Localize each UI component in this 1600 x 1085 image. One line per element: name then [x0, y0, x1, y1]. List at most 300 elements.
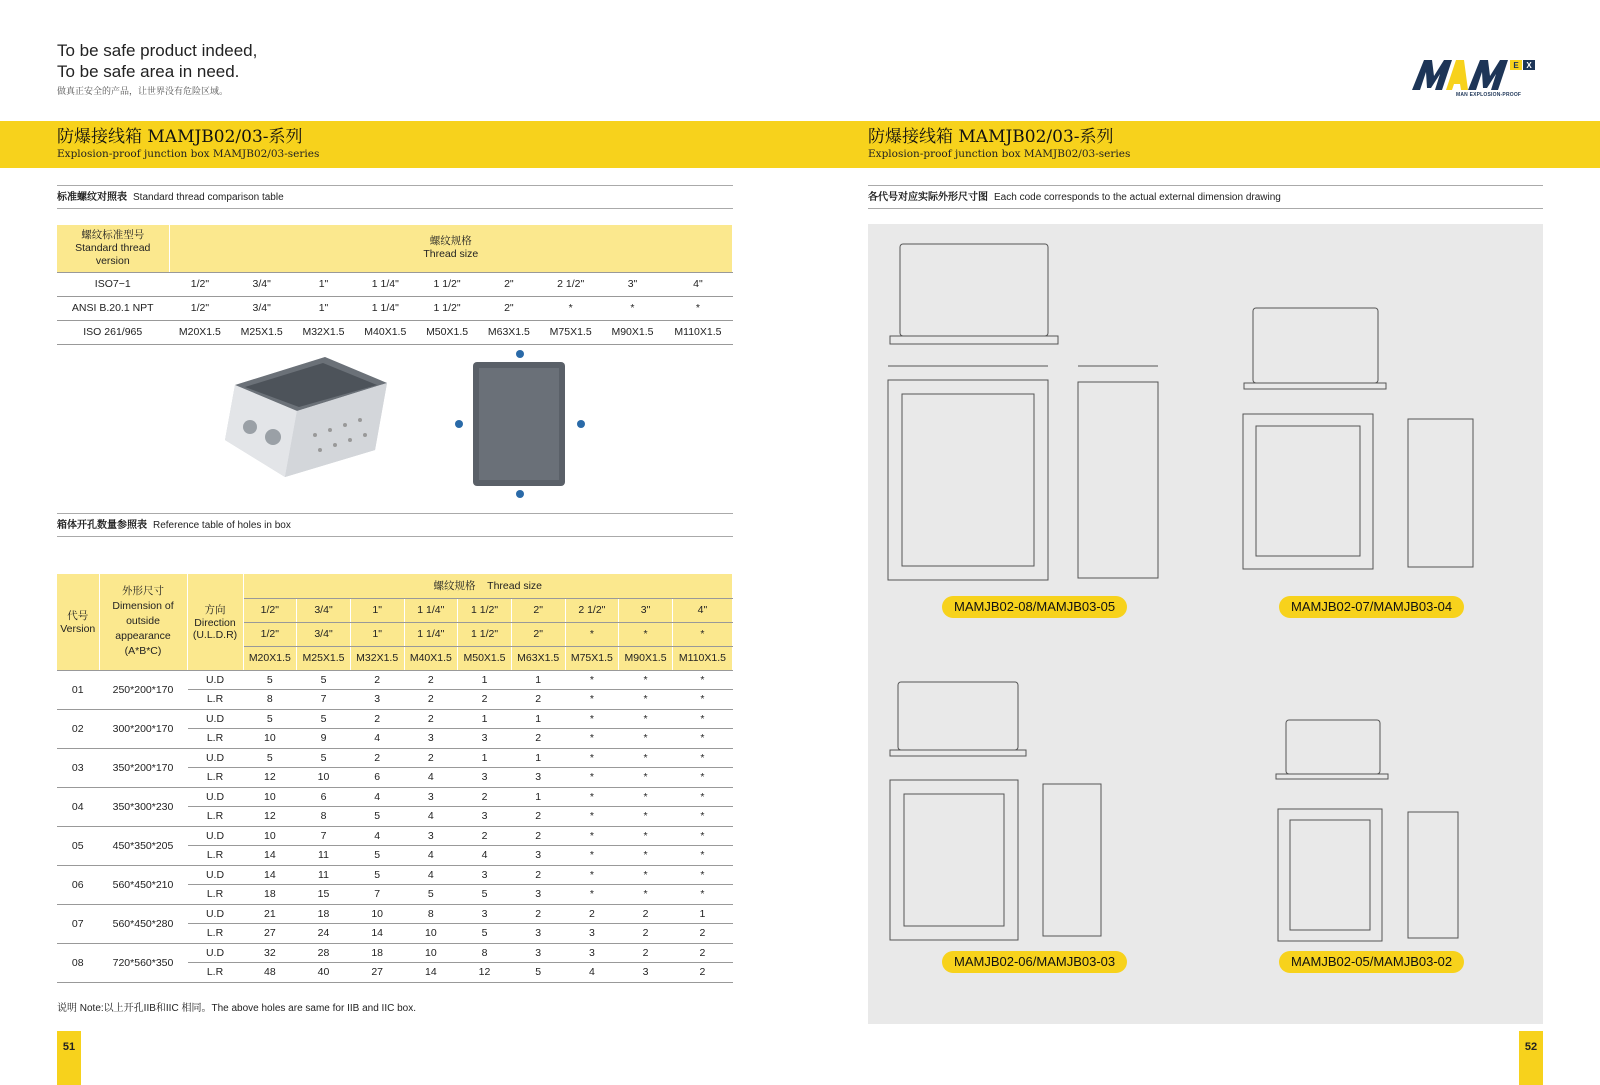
holes-cell: 10 — [243, 729, 297, 749]
holes-cell: 5 — [404, 885, 458, 905]
holes-cell: * — [619, 787, 673, 807]
holes-cell: * — [672, 787, 732, 807]
holes-cell: 24 — [297, 924, 351, 944]
drawing2-top-view — [1253, 308, 1378, 383]
holes-code: 06 — [57, 865, 99, 904]
holes-cell: 5 — [511, 963, 565, 983]
section-drawings-cn: 各代号对应实际外形尺寸图 — [868, 192, 988, 203]
holes-cell: 3 — [458, 729, 512, 749]
holes-dir-ud: U.D — [187, 826, 243, 846]
page-number-left: 51 — [57, 1031, 81, 1085]
holes-cell: 5 — [350, 846, 404, 866]
holes-code: 07 — [57, 904, 99, 943]
holes-dir-ud: U.D — [187, 748, 243, 768]
drawing2-base — [1244, 383, 1386, 389]
holes-thread-size-cell: M75X1.5 — [565, 646, 619, 670]
drawing3-top-view — [898, 682, 1018, 750]
thread-cell: 4" — [663, 272, 732, 296]
holes-dir-lr: L.R — [187, 690, 243, 710]
holes-thread-size-cell: M40X1.5 — [404, 646, 458, 670]
holes-dir-ud: U.D — [187, 943, 243, 963]
holes-dir-ud: U.D — [187, 865, 243, 885]
holes-cell: 2 — [511, 807, 565, 827]
mam-logo — [1412, 58, 1542, 96]
logo-sub: MAN EXPLOSION-PROOF — [1456, 92, 1522, 98]
holes-cell: * — [565, 748, 619, 768]
holes-cell: 2 — [404, 709, 458, 729]
holes-cell: 12 — [458, 963, 512, 983]
holes-cell: 2 — [458, 826, 512, 846]
holes-cell: 2 — [350, 748, 404, 768]
holes-cell: 2 — [350, 709, 404, 729]
thread-cell: M90X1.5 — [602, 320, 664, 344]
holes-code: 02 — [57, 709, 99, 748]
thread-cell: 2" — [478, 272, 540, 296]
tagline-line2: To be safe area in need. — [57, 62, 240, 81]
holes-cell: 1 — [458, 709, 512, 729]
holes-dim-cn: 外形尺寸 — [122, 585, 164, 598]
holes-cell: 3 — [511, 846, 565, 866]
tagline-cn: 做真正安全的产品，让世界没有危险区域。 — [57, 86, 229, 96]
section-drawings-en: Each code corresponds to the actual external dimension drawing — [994, 192, 1281, 203]
holes-cell: 2 — [565, 904, 619, 924]
holes-cell: 14 — [243, 846, 297, 866]
holes-cell: 8 — [404, 904, 458, 924]
section-thread-heading — [57, 185, 733, 209]
drawing1-top-view — [900, 244, 1048, 336]
holes-code-cn: 代号 — [67, 610, 89, 623]
holes-cell: 14 — [404, 963, 458, 983]
holes-dim: 350*200*170 — [99, 748, 187, 787]
holes-row-ud — [57, 709, 733, 729]
holes-cell: 10 — [297, 768, 351, 788]
thread-cell: 3/4" — [231, 296, 293, 320]
holes-cell: 3 — [458, 768, 512, 788]
holes-cell: 2 — [619, 904, 673, 924]
holes-dir-lr: L.R — [187, 963, 243, 983]
holes-thread-size-cell: 2 1/2" — [565, 598, 619, 622]
holes-thread-size-cell: * — [619, 622, 673, 646]
holes-cell: * — [619, 865, 673, 885]
logo-badge-e: E — [1513, 61, 1519, 70]
holes-cell: 5 — [458, 924, 512, 944]
holes-code: 03 — [57, 748, 99, 787]
holes-thread-header — [243, 574, 733, 598]
holes-cell: 2 — [404, 690, 458, 710]
holes-code-en: Version — [60, 623, 96, 636]
left-title-cn: 防爆接线箱 MAMJB02/03-系列 — [57, 127, 303, 147]
drawing2-side — [1408, 419, 1473, 567]
holes-row-ud — [57, 826, 733, 846]
thread-cell: 2" — [478, 296, 540, 320]
holes-cell: 5 — [350, 865, 404, 885]
holes-thread-size-cell: 3/4" — [297, 622, 351, 646]
holes-dim-unit: (A*B*C) — [124, 645, 162, 658]
holes-thread-size-cell: * — [672, 622, 732, 646]
holes-cell: 11 — [297, 865, 351, 885]
holes-cell: 1 — [672, 904, 732, 924]
thread-cell: 1/2" — [169, 296, 231, 320]
holes-cell: * — [672, 807, 732, 827]
thread-cell: * — [663, 296, 732, 320]
holes-table — [57, 574, 733, 983]
holes-dir-ud: U.D — [187, 670, 243, 690]
thread-cell: 1 1/2" — [416, 296, 478, 320]
holes-dir-lr: L.R — [187, 924, 243, 944]
holes-thread-size-cell: M20X1.5 — [243, 646, 297, 670]
holes-cell: * — [565, 709, 619, 729]
holes-dim: 560*450*210 — [99, 865, 187, 904]
holes-cell: 2 — [511, 904, 565, 924]
holes-cell: 4 — [350, 826, 404, 846]
holes-cell: * — [672, 709, 732, 729]
holes-cell: * — [619, 748, 673, 768]
holes-code: 04 — [57, 787, 99, 826]
holes-dir-lr: L.R — [187, 846, 243, 866]
label-mamjb02-06: MAMJB02-06/MAMJB03-03 — [942, 951, 1127, 973]
drawing2-front — [1243, 414, 1373, 569]
thread-cell: 1" — [293, 272, 355, 296]
holes-cell: 3 — [404, 787, 458, 807]
holes-cell: 5 — [243, 670, 297, 690]
holes-cell: 3 — [619, 963, 673, 983]
right-title-cn: 防爆接线箱 MAMJB02/03-系列 — [868, 127, 1114, 147]
holes-dir-cn: 方向 — [204, 604, 226, 617]
holes-cell: 10 — [404, 924, 458, 944]
holes-cell: 2 — [511, 729, 565, 749]
holes-dir-ud: U.D — [187, 709, 243, 729]
holes-thread-size-cell: 4" — [672, 598, 732, 622]
holes-cell: * — [619, 690, 673, 710]
drawing3-side — [1043, 784, 1101, 936]
junction-box-closed-photo — [455, 350, 585, 505]
thread-cell: 1 1/2" — [416, 272, 478, 296]
section-holes-cn: 箱体开孔数量参照表 — [57, 520, 147, 531]
holes-cell: * — [565, 690, 619, 710]
holes-cell: 2 — [672, 963, 732, 983]
thread-table-body — [57, 272, 733, 344]
holes-cell: 7 — [297, 826, 351, 846]
holes-cell: 2 — [458, 690, 512, 710]
thread-cell: 3/4" — [231, 272, 293, 296]
holes-row-ud — [57, 748, 733, 768]
thread-cell: M63X1.5 — [478, 320, 540, 344]
holes-cell: 18 — [243, 885, 297, 905]
holes-cell: 8 — [243, 690, 297, 710]
holes-code: 01 — [57, 670, 99, 709]
holes-cell: * — [565, 729, 619, 749]
thread-cell: M50X1.5 — [416, 320, 478, 344]
section-thread-en: Standard thread comparison table — [133, 192, 284, 203]
holes-cell: 3 — [458, 904, 512, 924]
drawing4-front — [1278, 809, 1382, 941]
thread-cell: M110X1.5 — [663, 320, 732, 344]
drawing4-top-view — [1286, 720, 1380, 774]
holes-cell: 2 — [672, 924, 732, 944]
holes-thread-size-cell: 2" — [511, 622, 565, 646]
holes-cell: 3 — [458, 807, 512, 827]
thread-row — [57, 320, 733, 344]
holes-cell: 27 — [243, 924, 297, 944]
thread-row — [57, 296, 733, 320]
holes-thread-size-cell: 1 1/2" — [458, 622, 512, 646]
thread-col1-cn: 螺纹标准型号 — [81, 228, 145, 241]
dimension-drawings-area — [868, 224, 1543, 1024]
holes-row-ud — [57, 670, 733, 690]
dimension-drawings-svg — [868, 224, 1543, 1024]
thread-cell: M32X1.5 — [293, 320, 355, 344]
holes-cell: 32 — [243, 943, 297, 963]
holes-cell: 15 — [297, 885, 351, 905]
holes-cell: 28 — [297, 943, 351, 963]
holes-cell: * — [565, 670, 619, 690]
holes-thread-cn: 螺纹规格 — [433, 580, 476, 593]
holes-thread-en: Thread size — [487, 580, 543, 593]
holes-cell: 4 — [404, 807, 458, 827]
holes-dim: 250*200*170 — [99, 670, 187, 709]
holes-dir-header — [187, 574, 243, 670]
holes-thread-size-cell: 3" — [619, 598, 673, 622]
holes-cell: * — [565, 865, 619, 885]
holes-row-ud — [57, 865, 733, 885]
holes-cell: 3 — [511, 885, 565, 905]
holes-cell: 1 — [511, 787, 565, 807]
holes-dir-lr: L.R — [187, 807, 243, 827]
section-holes-heading — [57, 513, 733, 537]
holes-cell: * — [672, 865, 732, 885]
holes-cell: * — [565, 846, 619, 866]
holes-dim: 450*350*205 — [99, 826, 187, 865]
holes-thread-size-cell: 1/2" — [243, 598, 297, 622]
holes-thread-size-cell: 1" — [350, 622, 404, 646]
holes-cell: * — [619, 709, 673, 729]
holes-cell: 3 — [511, 924, 565, 944]
holes-cell: 2 — [350, 670, 404, 690]
holes-cell: 3 — [511, 768, 565, 788]
holes-cell: 1 — [511, 670, 565, 690]
thread-cell: 1 1/4" — [354, 272, 416, 296]
holes-cell: 3 — [458, 865, 512, 885]
holes-cell: 10 — [243, 826, 297, 846]
junction-box-open-photo — [215, 355, 395, 485]
mam-logo-icon — [1412, 58, 1542, 92]
thread-cell: * — [540, 296, 602, 320]
thread-row-label: ANSI B.20.1 NPT — [57, 296, 169, 320]
holes-cell: 7 — [350, 885, 404, 905]
holes-dir-en: Direction — [194, 617, 236, 630]
holes-cell: 27 — [350, 963, 404, 983]
holes-dir-ud: U.D — [187, 787, 243, 807]
holes-cell: 1 — [458, 670, 512, 690]
holes-thread-size-cell: 2" — [511, 598, 565, 622]
holes-thread-size-cell: M63X1.5 — [511, 646, 565, 670]
holes-cell: 48 — [243, 963, 297, 983]
drawing4-base — [1276, 774, 1388, 779]
tagline-line1: To be safe product indeed, — [57, 41, 258, 60]
thread-cell: M25X1.5 — [231, 320, 293, 344]
thread-table-col1-header — [57, 225, 169, 272]
holes-dir-unit: (U.L.D.R) — [192, 629, 238, 642]
holes-cell: * — [619, 885, 673, 905]
thread-size-cn: 螺纹规格 — [429, 235, 472, 248]
thread-row-label: ISO7−1 — [57, 272, 169, 296]
holes-cell: 12 — [243, 807, 297, 827]
holes-cell: 10 — [243, 787, 297, 807]
holes-cell: 2 — [511, 865, 565, 885]
holes-code: 08 — [57, 943, 99, 982]
holes-cell: 3 — [565, 924, 619, 944]
thread-col1-en: Standard thread version — [75, 241, 151, 267]
holes-cell: 4 — [350, 787, 404, 807]
holes-cell: 4 — [404, 865, 458, 885]
thread-cell: 1/2" — [169, 272, 231, 296]
holes-cell: 4 — [565, 963, 619, 983]
holes-cell: * — [672, 826, 732, 846]
holes-cell: 7 — [297, 690, 351, 710]
holes-row-ud — [57, 943, 733, 963]
thread-size-en: Thread size — [423, 248, 479, 261]
left-title — [57, 127, 319, 161]
holes-cell: 5 — [297, 670, 351, 690]
holes-thread-size-cell: 1 1/2" — [458, 598, 512, 622]
right-title — [868, 127, 1130, 161]
holes-cell: 4 — [404, 846, 458, 866]
thread-cell: M40X1.5 — [354, 320, 416, 344]
holes-cell: 21 — [243, 904, 297, 924]
section-holes-en: Reference table of holes in box — [153, 520, 291, 531]
thread-cell: 1" — [293, 296, 355, 320]
holes-cell: * — [565, 768, 619, 788]
holes-thread-size-cell: 1 1/4" — [404, 598, 458, 622]
holes-cell: 2 — [619, 943, 673, 963]
holes-cell: 18 — [297, 904, 351, 924]
drawing2-door — [1256, 426, 1360, 556]
label-mamjb02-08: MAMJB02-08/MAMJB03-05 — [942, 596, 1127, 618]
holes-note: 说明 Note:以上开孔IIB和IIC 相同。The above holes are same for IIB and IIC box. — [57, 1003, 417, 1014]
thread-cell: 1 1/4" — [354, 296, 416, 320]
holes-cell: * — [619, 826, 673, 846]
holes-cell: 3 — [565, 943, 619, 963]
drawing4-side — [1408, 812, 1458, 938]
holes-cell: 8 — [297, 807, 351, 827]
holes-cell: 4 — [404, 768, 458, 788]
holes-cell: 8 — [458, 943, 512, 963]
holes-dim: 300*200*170 — [99, 709, 187, 748]
holes-cell: 4 — [458, 846, 512, 866]
holes-cell: 9 — [297, 729, 351, 749]
tagline — [57, 40, 257, 98]
holes-cell: 18 — [350, 943, 404, 963]
holes-thread-size-cell: M110X1.5 — [672, 646, 732, 670]
holes-cell: 11 — [297, 846, 351, 866]
holes-code-header — [57, 574, 99, 670]
drawing1-front — [888, 380, 1048, 580]
thread-row — [57, 272, 733, 296]
right-title-en: Explosion-proof junction box MAMJB02/03-series — [868, 148, 1131, 160]
thread-cell: * — [602, 296, 664, 320]
holes-cell: * — [672, 690, 732, 710]
holes-cell: 2 — [511, 690, 565, 710]
holes-cell: * — [672, 729, 732, 749]
holes-dim-en: Dimension of outside appearance — [112, 600, 174, 643]
section-thread-cn: 标准螺纹对照表 — [57, 192, 127, 203]
holes-cell: 2 — [404, 670, 458, 690]
holes-cell: 6 — [350, 768, 404, 788]
holes-cell: 3 — [350, 690, 404, 710]
holes-cell: 5 — [458, 885, 512, 905]
holes-cell: 5 — [297, 748, 351, 768]
holes-dir-ud: U.D — [187, 904, 243, 924]
holes-row-ud — [57, 787, 733, 807]
holes-cell: 5 — [243, 748, 297, 768]
holes-thread-size-cell: M50X1.5 — [458, 646, 512, 670]
drawing1-base — [890, 336, 1058, 344]
holes-thread-size-cell: 1/2" — [243, 622, 297, 646]
holes-cell: 2 — [619, 924, 673, 944]
label-mamjb02-07: MAMJB02-07/MAMJB03-04 — [1279, 596, 1464, 618]
holes-dim: 560*450*280 — [99, 904, 187, 943]
holes-cell: 6 — [297, 787, 351, 807]
holes-cell: * — [672, 748, 732, 768]
holes-thread-size-cell: M32X1.5 — [350, 646, 404, 670]
drawing3-front — [890, 780, 1018, 940]
holes-thread-size-cell: 1 1/4" — [404, 622, 458, 646]
holes-cell: * — [565, 787, 619, 807]
holes-cell: 10 — [350, 904, 404, 924]
holes-cell: * — [619, 807, 673, 827]
thread-cell: M20X1.5 — [169, 320, 231, 344]
thread-cell: 3" — [602, 272, 664, 296]
holes-cell: 14 — [243, 865, 297, 885]
holes-dim-header — [99, 574, 187, 670]
holes-dim: 350*300*230 — [99, 787, 187, 826]
holes-cell: 10 — [404, 943, 458, 963]
holes-cell: * — [672, 670, 732, 690]
page-number-right: 52 — [1519, 1031, 1543, 1085]
holes-cell: 2 — [511, 826, 565, 846]
holes-thread-size-cell: 1" — [350, 598, 404, 622]
holes-dim: 720*560*350 — [99, 943, 187, 982]
holes-dir-lr: L.R — [187, 885, 243, 905]
holes-cell: 2 — [404, 748, 458, 768]
holes-cell: * — [619, 729, 673, 749]
holes-cell: 3 — [511, 943, 565, 963]
holes-cell: 12 — [243, 768, 297, 788]
holes-cell: 1 — [511, 709, 565, 729]
holes-cell: 1 — [511, 748, 565, 768]
holes-thread-size-cell: 3/4" — [297, 598, 351, 622]
holes-cell: * — [619, 846, 673, 866]
thread-table-size-header — [169, 225, 733, 272]
holes-thread-size-cell: M25X1.5 — [297, 646, 351, 670]
holes-cell: 1 — [458, 748, 512, 768]
holes-cell: * — [672, 846, 732, 866]
holes-cell: * — [672, 885, 732, 905]
holes-cell: 3 — [404, 729, 458, 749]
holes-thread-size-cell: * — [565, 622, 619, 646]
logo-badge-x: X — [1526, 61, 1532, 70]
thread-table — [57, 225, 733, 345]
left-title-en: Explosion-proof junction box MAMJB02/03-series — [57, 148, 320, 160]
drawing1-side — [1078, 382, 1158, 578]
thread-cell: M75X1.5 — [540, 320, 602, 344]
holes-cell: * — [565, 807, 619, 827]
holes-dir-lr: L.R — [187, 768, 243, 788]
thread-row-label: ISO 261/965 — [57, 320, 169, 344]
holes-cell: 14 — [350, 924, 404, 944]
drawing4-door — [1290, 820, 1370, 930]
drawing1-door — [902, 394, 1034, 566]
